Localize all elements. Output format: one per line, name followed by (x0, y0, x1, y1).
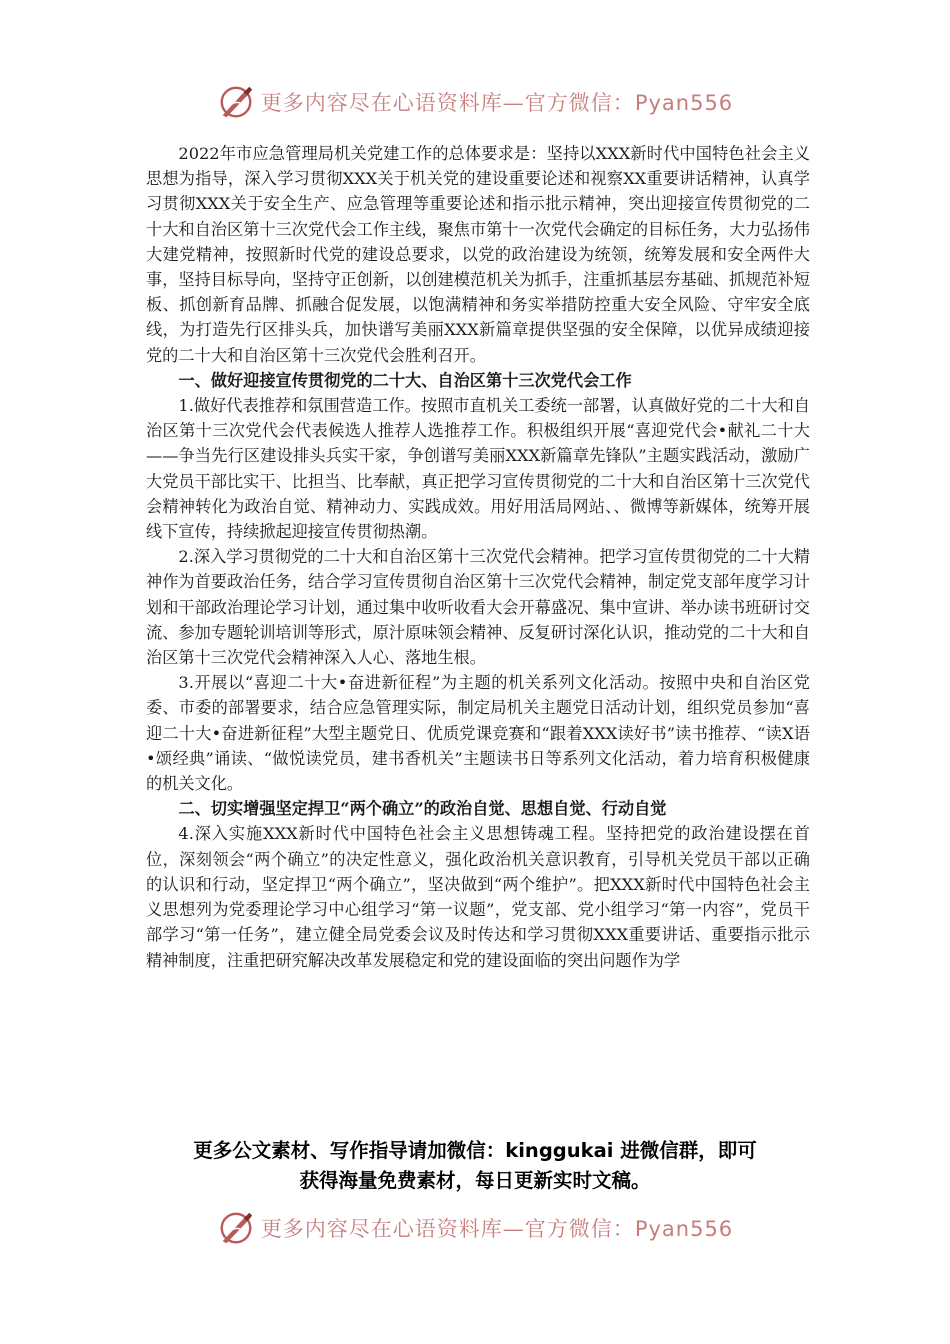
promo-line-1: 更多公文素材、写作指导请加微信：kinggukai 进微信群，即可 (193, 1139, 757, 1162)
footer-banner (0, 1206, 950, 1250)
paragraph-item-2: 2.深入学习贯彻党的二十大和自治区第十三次党代会精神。把学习宣传贯彻党的二十大精神作为首要政治任务，结合学习宣传贯彻自治区第十三次党代会精神，制定党支部年度学习计划和干部政治理论学习计划，通过集中收听收看大会开幕盛况、集中宣讲、举办读书班研讨交流、参加专题轮训培训等形式，原汁原味领会精神、反复研讨深化认识，推动党的二十大和自治区第十三次党代会精神深入人心、落地生根。 (146, 547, 810, 668)
banner-text: 更多内容尽在心语资料库—官方微信：Pyan556 (260, 91, 734, 115)
paragraph-item-4: 4.深入实施XXX新时代中国特色社会主义思想铸魂工程。坚持把党的政治建设摆在首位，深刻领会“两个确立”的决定性意义，强化政治机关意识教育，引导机关党员干部以正确的认识和行动，坚定捍卫“两个确立”，坚决做到“两个维护”。把XXX新时代中国特色社会主义思想列为党委理论学习中心组学习“第一议题”，党支部、党小组学习“第一内容”，党员干部学习“第一任务”，建立健全局党委会议及时传达和学习贯彻XXX重要讲话、重要指示批示精神制度，注重把研究解决改革发展稳定和党的建设面临的突出问题作为学 (146, 824, 810, 970)
section-heading-2: 二、切实增强坚定捍卫“两个确立”的政治自觉、思想自觉、行动自觉 (178, 799, 667, 819)
paragraph-item-3: 3.开展以“喜迎二十大•奋进新征程”为主题的机关系列文化活动。按照中央和自治区党委、市委的部署要求，结合应急管理实际，制定局机关主题党日活动计划，组织党员参加“喜迎二十大•奋进新征程”大型主题党日、优质党课竞赛和“跟着XXX读好书”读书推荐、“读X语•颂经典”诵读、“做悦读党员，建书香机关”主题读书日等系列文化活动，着力培育积极健康的机关文化。 (146, 673, 810, 794)
intro-paragraph: 2022年市应急管理局机关党建工作的总体要求是：坚持以XXX新时代中国特色社会主义思想为指导，深入学习贯彻XXX关于机关党的建设重要论述和视察XX重要讲话精神，认真学习贯彻XXX关于安全生产、应急管理等重要论述和指示批示精神，突出迎接宣传贯彻党的二十大和自治区第十三次党代会工作主线，聚焦市第十一次党代会确定的目标任务，大力弘扬伟大建党精神，按照新时代党的建设总要求，以党的政治建设为统领，统筹发展和安全两件大事，坚持目标导向，坚持守正创新，以创建模范机关为抓手，注重抓基层夯基础、抓规范补短板、抓创新育品牌、抓融合促发展，以饱满精神和务实举措防控重大安全风险、守牢安全底线，为打造先行区排头兵，加快谱写美丽XXX新篇章提供坚强的安全保障，以优异成绩迎接党的二十大和自治区第十三次党代会胜利召开。 (146, 144, 810, 365)
promo-line-2: 获得海量免费素材，每日更新实时文稿。 (299, 1169, 651, 1192)
promo-notice (0, 1136, 950, 1196)
wechat-id: Pyan556 (634, 91, 734, 115)
section-heading-1: 一、做好迎接宣传贯彻党的二十大、自治区第十三次党代会工作 (178, 370, 632, 390)
banner-text: 更多内容尽在心语资料库—官方微信：Pyan556 (260, 1217, 734, 1241)
paragraph-item-1: 1.做好代表推荐和氛围营造工作。按照市直机关工委统一部署，认真做好党的二十大和自治区第十三次党代会代表候选人推荐人选推荐工作。积极组织开展“喜迎党代会•献礼二十大——争当先行区建设排头兵实干家，争创谱写美丽XXX新篇章先锋队”主题实践活动，激励广大党员干部比实干、比担当、比奉献，真正把学习宣传贯彻党的二十大和自治区第十三次党代会精神转化为政治自觉、精神动力、实践成效。用好用活局网站、、微博等新媒体，统筹开展线下宣传，持续掀起迎接宣传贯彻热潮。 (146, 396, 810, 542)
document-body (146, 141, 810, 973)
pen-logo-icon (217, 1209, 255, 1247)
pen-logo-icon (217, 83, 255, 121)
header-banner (0, 80, 950, 124)
wechat-id: Pyan556 (634, 1217, 734, 1241)
